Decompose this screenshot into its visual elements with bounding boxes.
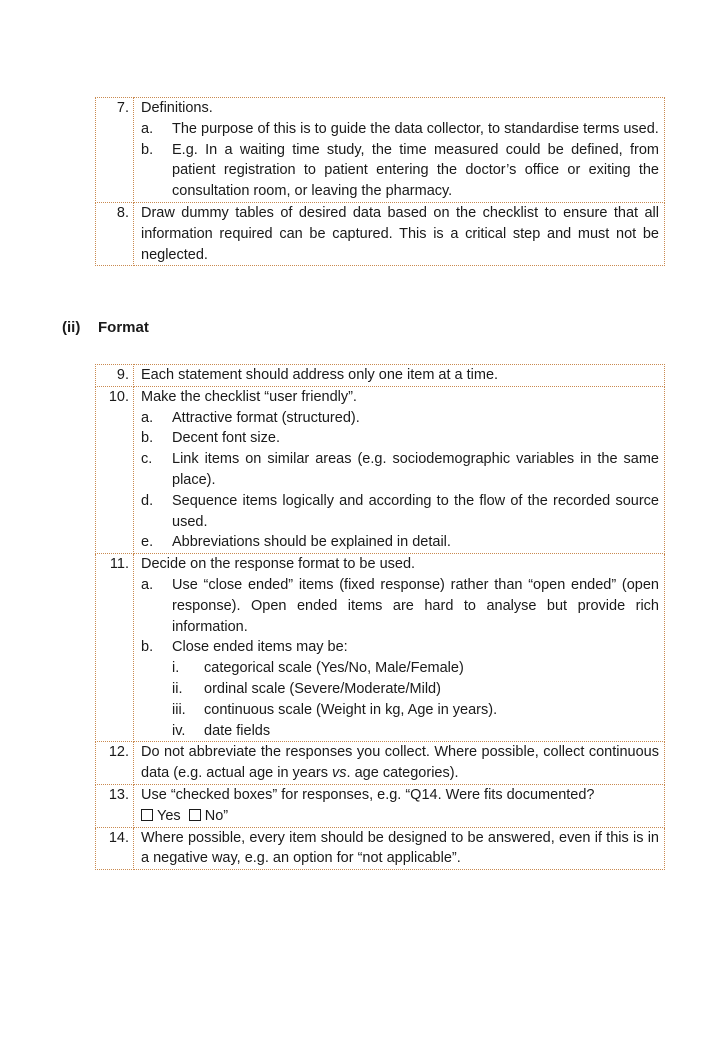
table-row [96,827,665,870]
list-label: d. [141,492,154,509]
checkbox-label-yes: Yes [157,807,181,824]
list-label: b. [141,430,154,447]
row-text-part: . age categories). [346,765,459,782]
list-text: Sequence items logically and according to the flow of the recorded source used. [172,492,659,530]
list-label: b. [141,639,154,656]
row-text: Draw dummy tables of desired data based on the checklist to ensure that all information required can be captured. This is a critical step and must not be neglected. [141,204,659,263]
list-text: Abbreviations should be explained in detail. [172,534,451,551]
sub-list-label: iii. [172,701,186,718]
row-body [134,202,665,265]
checkbox-label-no: No” [204,807,229,824]
row-text: Each statement should address only one item at a time. [141,367,499,383]
definitions-table [95,97,665,266]
list-item [141,140,659,202]
list-text: Close ended items may be: [172,639,348,656]
table-row [96,784,665,827]
format-table [95,364,665,870]
list-item [141,532,659,553]
row-body [134,386,665,553]
sub-list-label: ii. [172,680,183,697]
list-label: a. [141,576,154,593]
row-number: 10. [96,386,134,553]
list-text: Attractive format (structured). [172,409,360,426]
table-row [96,365,665,387]
row-number: 9. [96,365,134,387]
row-text-part: Do not abbreviate the responses you collect. Where possible, collect continuous data (e.g. actual age in years [141,744,659,782]
section-number: (ii) [62,319,81,336]
row-text-emphasis: vs [332,765,347,782]
row-text [141,742,659,784]
section-heading [62,318,149,339]
sub-list-item [172,721,659,742]
table-row [96,98,665,203]
row-body [134,365,665,387]
list-label: e. [141,534,154,551]
checkbox-icon [189,809,201,821]
row-body [134,742,665,785]
sub-list-text: ordinal scale (Severe/Moderate/Mild) [204,680,441,697]
list-text: E.g. In a waiting time study, the time measured could be defined, from patient registration to patient entering the doctor’s office or exiting the consultation room, or leaving the pharmacy. [172,141,659,200]
sub-list-label: i. [172,660,180,677]
row-number: 11. [96,554,134,742]
sub-list-text: continuous scale (Weight in kg, Age in years). [204,701,498,718]
sub-list-text: categorical scale (Yes/No, Male/Female) [204,660,464,677]
row-text: Definitions. [141,100,213,116]
sub-list-label: iv. [172,722,186,739]
row-text: Decide on the response format to be used. [141,556,416,573]
list-label: c. [141,451,153,468]
sub-list-item [172,658,659,679]
list-item [141,408,659,429]
list-item [141,575,659,637]
row-number: 8. [96,202,134,265]
checkbox-icon [141,809,153,821]
list-item [141,119,659,140]
list-text: Use “close ended” items (fixed response) rather than “open ended” (open response). Open ended items are hard to analyse but provide rich information. [172,576,659,635]
list-label: b. [141,141,154,158]
row-number: 13. [96,784,134,827]
row-number: 7. [96,98,134,203]
list-item [141,428,659,449]
section-title: Format [98,319,149,336]
row-body [134,827,665,870]
checkbox-example [141,806,659,827]
row-text: Where possible, every item should be designed to be answered, even if this is in a negative way, e.g. an option for “not applicable”. [141,829,659,867]
list-text: The purpose of this is to guide the data collector, to standardise terms used. [172,120,659,137]
list-item [141,449,659,491]
row-text: Make the checklist “user friendly”. [141,388,357,405]
list-label: a. [141,120,154,137]
list-text: Link items on similar areas (e.g. sociodemographic variables in the same place). [172,451,659,488]
list-label: a. [141,409,154,426]
row-number: 14. [96,827,134,870]
table-row [96,554,665,742]
row-body [134,784,665,827]
sub-list-item [172,700,659,721]
row-body [134,554,665,742]
list-text: Decent font size. [172,430,280,447]
list-item [141,491,659,533]
table-row [96,202,665,265]
sub-list-text: date fields [204,722,271,739]
row-number: 12. [96,742,134,785]
row-text: Use “checked boxes” for responses, e.g. “Q14. Were fits documented? [141,786,595,803]
row-body [134,98,665,203]
table-row [96,742,665,785]
table-row [96,386,665,553]
sub-list-item [172,679,659,700]
list-item [141,637,659,658]
